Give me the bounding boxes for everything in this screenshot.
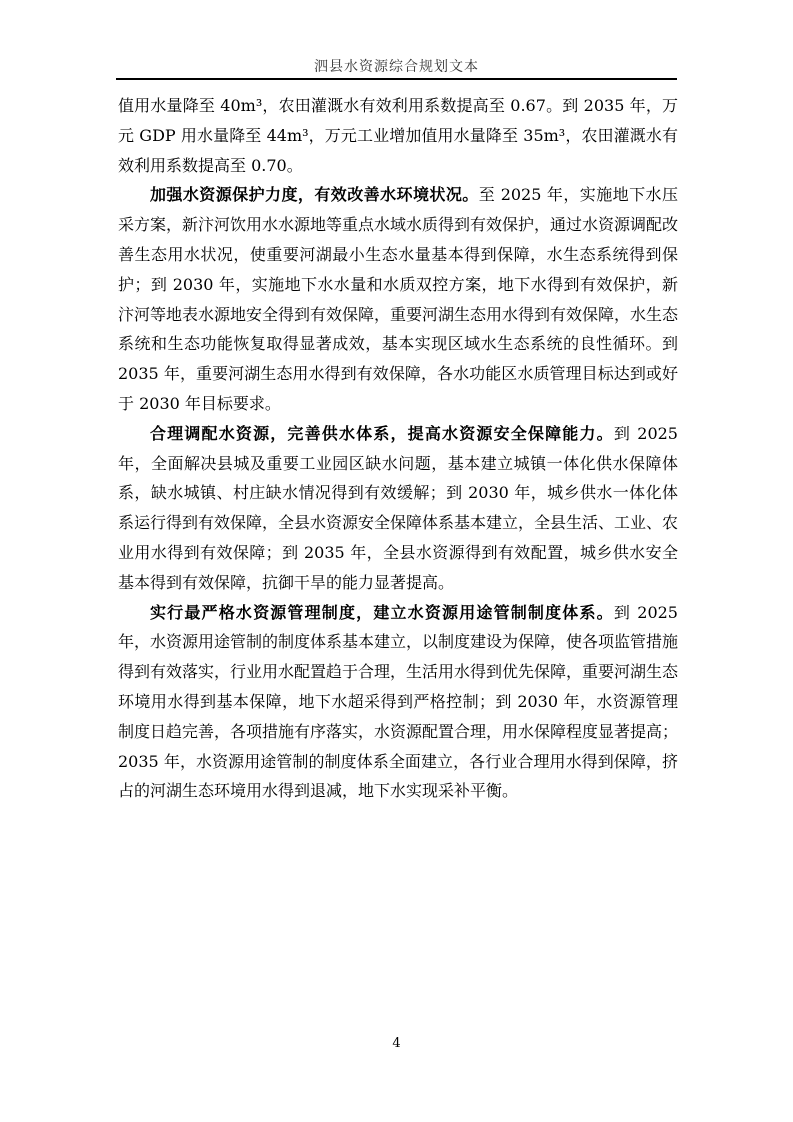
- page-number: 4: [392, 1036, 401, 1051]
- page-header-title: 泗县水资源综合规划文本: [314, 59, 479, 75]
- paragraph-text: 至 2025 年，实施地下水压采方案，新汴河饮用水水源地等重点水域水质得到有效保护，通过水资源调配改善生态用水状况，使重要河湖最小生态水量基本得到保障，水生态系统得到保护；到 2030 年，实施地下水水量和水质双控方案，地下水得到有效保护，新汴河等地表水源地安全得到有效保障，重要河湖生态用水得到有效保障，水生态系统和生态功能恢复取得显著成效，基本实现区域水生态系统的良性循环。到 2035 年，重要河湖生态用水得到有效保障，各水功能区水质管理目标达到或好于 2030 年目标要求。: [118, 185, 679, 413]
- paragraph-lead: 实行最严格水资源管理制度，建立水资源用途管制制度体系。: [150, 602, 614, 622]
- paragraph-text: 值用水量降至 40m³，农田灌溉水有效利用系数提高至 0.67。到 2035 年，万元 GDP 用水量降至 44m³，万元工业增加值用水量降至 35m³，农田灌溉水有效利用系数提高至 0.70。: [118, 96, 678, 175]
- header-divider: [116, 78, 677, 80]
- paragraph-lead: 合理调配水资源，完善供水体系，提高水资源安全保障能力。: [150, 423, 614, 443]
- paragraph-water-protection: [118, 180, 678, 418]
- paragraph-water-management: [118, 598, 678, 807]
- document-body: [118, 91, 678, 806]
- paragraph-lead: 加强水资源保护力度，有效改善水环境状况。: [150, 185, 479, 205]
- paragraph-text: 到 2025 年，全面解决县城及重要工业园区缺水问题，基本建立城镇一体化供水保障体系，缺水城镇、村庄缺水情况得到有效缓解；到 2030 年，城乡供水一体化体系运行得到有效保障，全县水资源安全保障体系基本建立，全县生活、工业、农业用水得到有效保障；到 2035 年，全县水资源得到有效配置，城乡供水安全基本得到有效保障，抗御干旱的能力显著提高。: [118, 423, 679, 592]
- paragraph-water-allocation: [118, 419, 678, 598]
- paragraph-text: 到 2025 年，水资源用途管制的制度体系基本建立，以制度建设为保障，使各项监管措施得到有效落实，行业用水配置趋于合理，生活用水得到优先保障，重要河湖生态环境用水得到基本保障，地下水超采得到严格控制；到 2030 年，水资源管理制度日趋完善，各项措施有序落实，水资源配置合理，用水保障程度显著提高；2035 年，水资源用途管制的制度体系全面建立，各行业合理用水得到保障，挤占的河湖生态环境用水得到退减，地下水实现采补平衡。: [118, 602, 679, 801]
- paragraph-water-efficiency-targets: [118, 91, 678, 180]
